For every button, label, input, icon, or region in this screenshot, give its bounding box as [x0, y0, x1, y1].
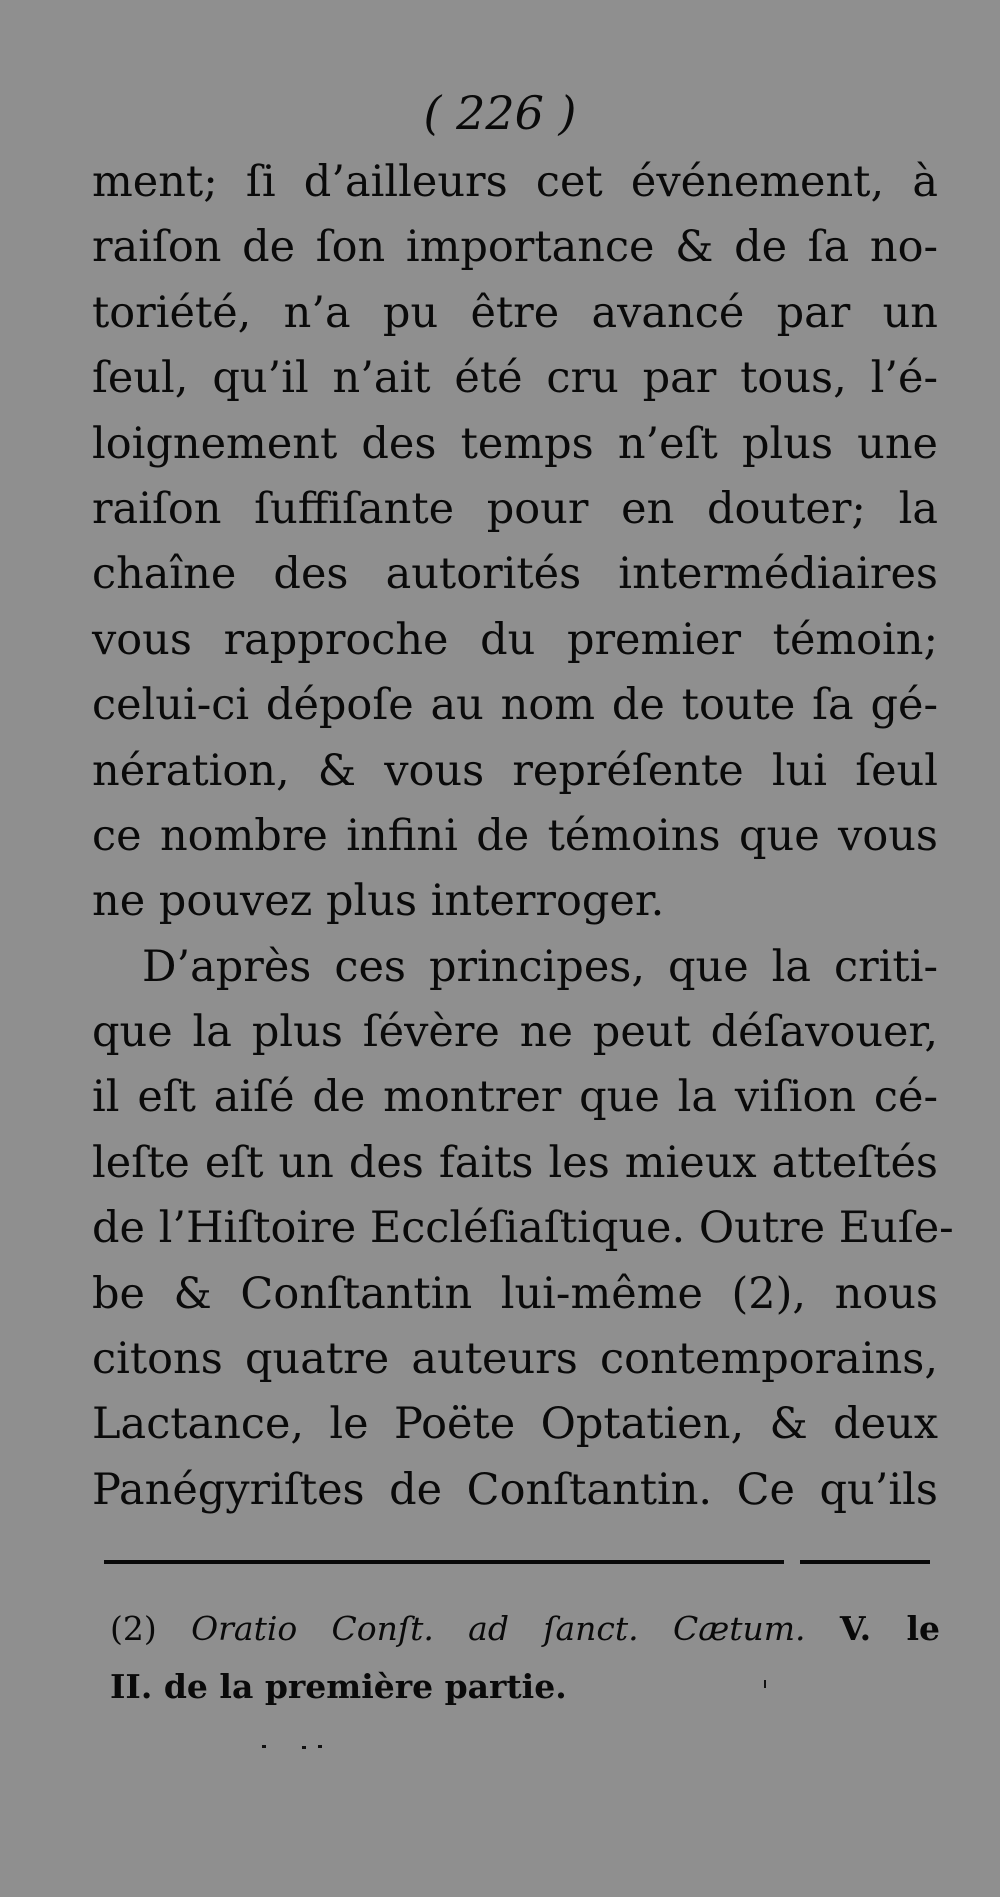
- footnote: [110, 1600, 940, 1716]
- text-line: que la plus ſévère ne peut déſavouer,: [92, 1007, 938, 1058]
- text-line: toriété, n’a pu être avancé par un: [92, 287, 938, 338]
- footnote-title: Oratio Conſt. ad ſanct. Cætum.: [191, 1609, 806, 1648]
- body-text: [92, 150, 954, 1523]
- footnote-ref: V. le: [839, 1609, 940, 1648]
- text-line: chaîne des autorités intermédiaires: [92, 549, 938, 600]
- text-line: celui-ci dépoſe au nom de toute ſa gé-: [92, 680, 938, 731]
- text-line: ſeul, qu’il n’ait été cru par tous, l’é-: [92, 353, 938, 404]
- print-speck: [764, 1680, 766, 1688]
- footnote-marker: (2): [110, 1609, 157, 1648]
- text-line: il eſt aiſé de montrer que la viſion cé-: [92, 1072, 938, 1123]
- text-line: vous rapproche du premier témoin;: [92, 614, 938, 665]
- print-speck: [262, 1745, 266, 1748]
- text-line: leſte eſt un des faits les mieux atteſtés: [92, 1137, 938, 1188]
- text-line: Lactance, le Poëte Optatien, & deux: [92, 1399, 938, 1450]
- print-speck: [318, 1745, 322, 1748]
- print-speck: [302, 1746, 306, 1749]
- page-number: ( 226 ): [423, 86, 577, 140]
- text-line-paragraph-end: ne pouvez plus interroger.: [92, 876, 665, 927]
- footnote-rule: [104, 1560, 784, 1564]
- text-line: de l’Hiſtoire Eccléſiaſtique. Outre Euſe-: [92, 1203, 954, 1254]
- text-line-paragraph-start: D’après ces principes, que la criti-: [142, 941, 938, 992]
- text-line: ce nombre infini de témoins que vous: [92, 810, 938, 861]
- text-line: raiſon de ſon importance & de ſa no-: [92, 222, 938, 273]
- text-line: raiſon ſuffiſante pour en douter; la: [92, 483, 938, 534]
- text-line: nération, & vous repréſente lui ſeul: [92, 745, 938, 796]
- text-line: ment; ſi d’ailleurs cet événement, à: [92, 157, 938, 207]
- text-line: loignement des temps n’eſt plus une: [92, 418, 938, 469]
- text-line: Panégyriſtes de Conſtantin. Ce qu’ils: [92, 1464, 938, 1515]
- text-line: citons quatre auteurs contemporains,: [92, 1334, 938, 1385]
- text-line: be & Conſtantin lui-même (2), nous: [92, 1268, 938, 1319]
- footnote-rule-short: [800, 1560, 930, 1564]
- footnote-line: [110, 1600, 940, 1658]
- footnote-line: II. de la première partie.: [110, 1667, 567, 1706]
